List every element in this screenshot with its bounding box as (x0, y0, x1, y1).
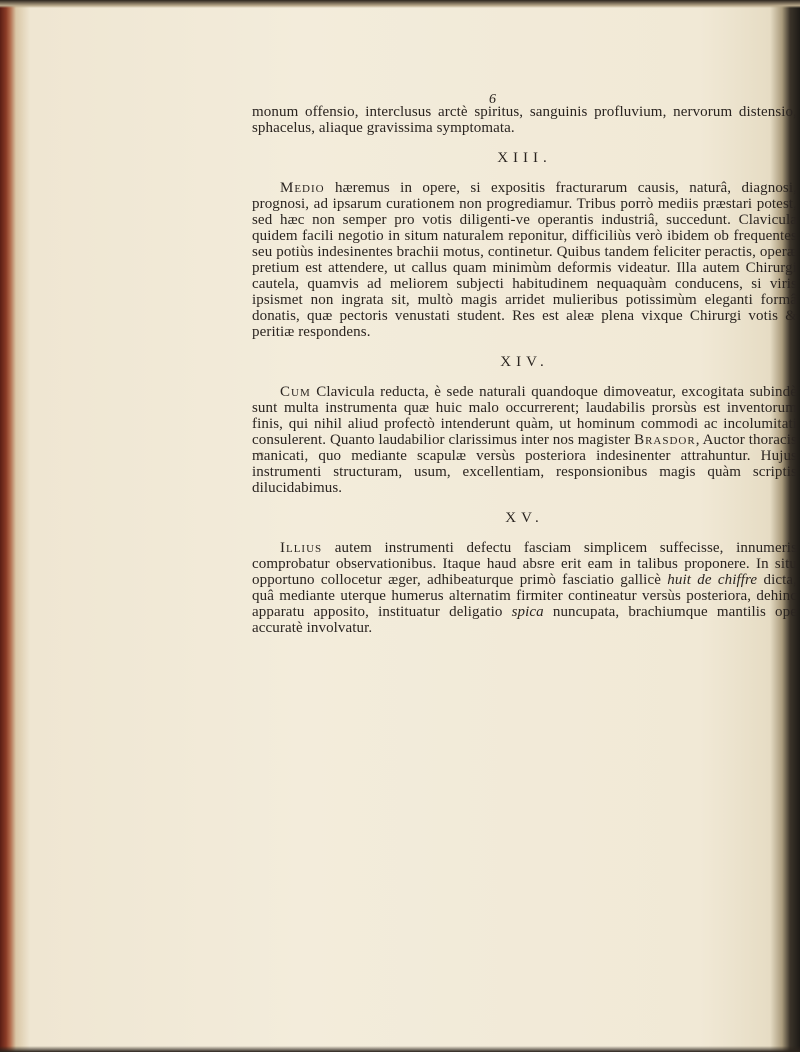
italic-term-spica: spica (511, 604, 544, 620)
printed-page (252, 92, 797, 872)
section-first-word: Illius (280, 540, 323, 556)
page-number: 6 (489, 92, 496, 107)
section-body-middle: dicta, quâ mediante uterque humerus alternatim firmiter contineatur versùs posteriora, dehinc apparatu apposito, instituatur deligatio (252, 572, 797, 620)
page-bottom-edge (0, 1046, 800, 1052)
section-body: Clavicula reducta, è sede naturali quandoque dimoveatur, excogitata subindè sunt multa instrumenta quæ huic malo occurrerent; laudabilis prorsùs est inventorum finis, qui nihil aliud profectò intenderunt quàm, ut hominum commodi ac incolumitati consulerent. Quanto laudabilior clarissimus inter nos magister (252, 384, 797, 448)
author-name: Brasdor (634, 432, 696, 448)
section-heading-xiii: XIII. (497, 150, 552, 166)
section-body-continued: , Auctor thoracis manicati, quo mediante scapulæ versùs posteriora indesinenter attrahuntur. Hujus instrumenti structuram, usum, excellentiam, responsionibus magis quàm scriptis dilucidabimus. (252, 432, 797, 496)
section-paragraph-xiii (252, 180, 797, 340)
section-body-end: nuncupata, brachiumque mantilis ope accuratè involvatur. (252, 604, 798, 636)
page-top-edge (0, 0, 800, 8)
section-paragraph-xiv (252, 384, 797, 496)
section-first-word: Medio (280, 180, 325, 196)
section-body: hæremus in opere, si expositis fracturarum causis, naturâ, diagnosi, prognosi, ad ipsarum curationem non progrediamur. Tribus porrò mediis præstari potest, sed hæc non semper pro votis diligenti-ve operantis industriâ, succedunt. Clavicula quidem facili negotio in situm naturalem reponitur, difficiliùs verò ibidem ob frequentes seu potiùs indesinentes brachii motus, continetur. Quibus tandem feliciter peractis, operæ pretium est attendere, ut callus quam minimùm deformis videatur. Illa autem Chirurgi cautela, quamvis ad meliorem subjecti habitudinem nequaquàm conducens, si viris ipsismet non ingrata sit, multò magis arridet mulieribus potissimùm eleganti formâ donatis, quæ pectoris venustati student. Res est aleæ plena vixque Chirurgi votis & peritiæ respondens. (252, 180, 797, 340)
section-heading-xiv: XIV. (500, 354, 549, 370)
section-heading-xv: XV. (505, 510, 544, 526)
section-paragraph-xv (252, 540, 797, 636)
page-text (252, 104, 797, 636)
italic-term: huit de chiffre (667, 572, 758, 588)
section-body: autem instrumenti defectu fasciam simplicem suffecisse, innumeris comprobatur observationibus. Itaque haud absre erit eam in talibus proponere. In situ opportuno collocetur æger, adhibeaturque primò fasciatio gallicè (252, 540, 798, 588)
section-first-word: Cum (280, 384, 311, 400)
intro-paragraph: monum offensio, interclusus arctè spiritus, sanguinis profluvium, nervorum distensio, sphacelus, aliaque gravissima symptomata. (252, 104, 797, 136)
